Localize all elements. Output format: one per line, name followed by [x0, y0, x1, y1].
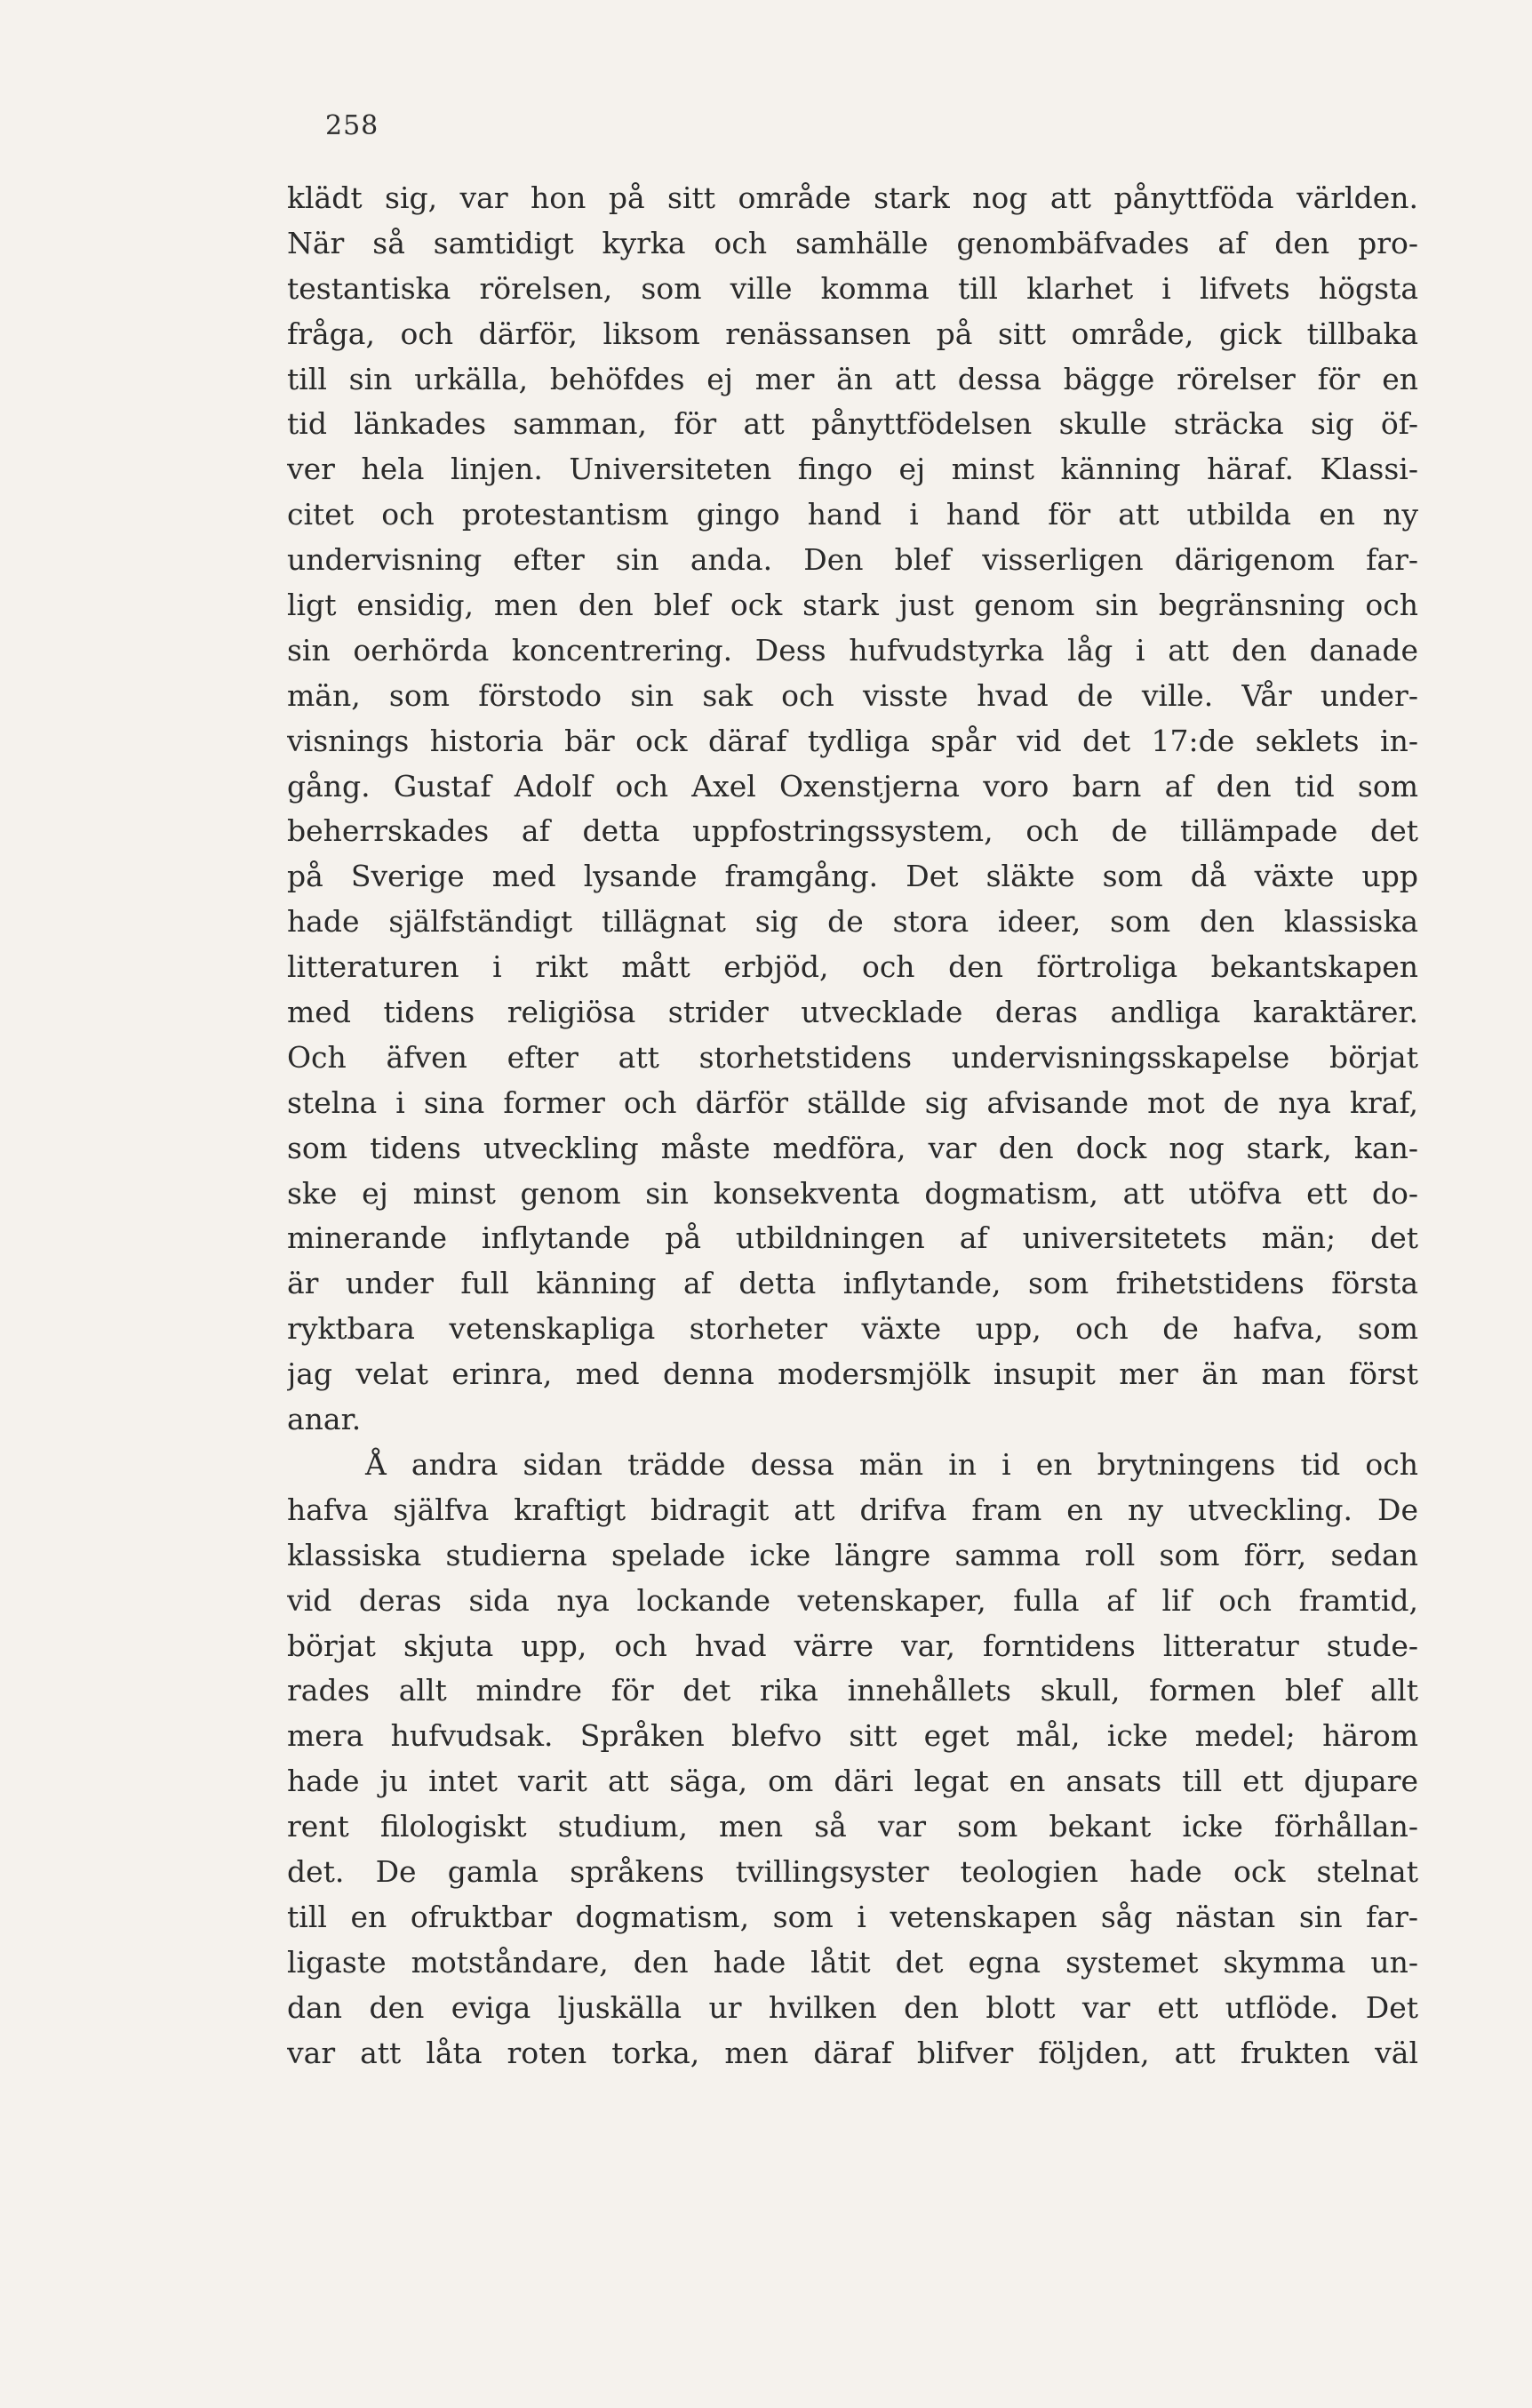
text-line: visnings historia bär ock däraf tydliga spår vid det 17:de seklets in- — [287, 723, 1418, 758]
page-number: 258 — [325, 110, 379, 141]
text-line: rades allt mindre för det rika innehållets skull, formen blef allt — [287, 1673, 1418, 1708]
text-line: litteraturen i rikt mått erbjöd, och den förtroliga bekantskapen — [287, 949, 1418, 985]
text-line: män, som förstodo sin sak och visste hvad de ville. Vår under- — [287, 677, 1418, 713]
text-line: klassiska studierna spelade icke längre samma roll som förr, sedan — [287, 1537, 1418, 1572]
text-line: jag velat erinra, med denna modersmjölk insupit mer än man först — [287, 1356, 1418, 1392]
text-line: Och äfven efter att storhetstidens undervisningsskapelse börjat — [287, 1039, 1418, 1075]
text-line: börjat skjuta upp, och hvad värre var, forntidens litteratur stude- — [287, 1628, 1418, 1663]
text-line: klädt sig, var hon på sitt område stark nog att pånyttföda världen. — [287, 180, 1418, 215]
text-line: som tidens utveckling måste medföra, var den dock nog stark, kan- — [287, 1130, 1418, 1165]
text-line: stelna i sina former och därför ställde sig afvisande mot de nya kraf, — [287, 1084, 1418, 1120]
text-line: dan den eviga ljuskälla ur hvilken den blott var ett utflöde. Det — [287, 1989, 1418, 2025]
text-line: minerande inflytande på utbildningen af universitetets män; det — [287, 1220, 1418, 1256]
text-line: till sin urkälla, behöfdes ej mer än att dessa bägge rörelser för en — [287, 361, 1418, 396]
text-line: anar. — [287, 1402, 362, 1437]
paragraph-start-line: Å andra sidan trädde dessa män in i en brytningens tid och — [365, 1446, 1418, 1482]
text-line: på Sverige med lysande framgång. Det släkte som då växte upp — [287, 859, 1418, 894]
text-line: mera hufvudsak. Språken blefvo sitt eget mål, icke medel; härom — [287, 1718, 1418, 1754]
text-line: det. De gamla språkens tvillingsyster teologien hade ock stelnat — [287, 1853, 1418, 1889]
text-line: vid deras sida nya lockande vetenskaper, fulla af lif och framtid, — [287, 1582, 1418, 1618]
text-line: sin oerhörda koncentrering. Dess hufvudstyrka låg i att den danade — [287, 632, 1418, 668]
text-line: ligaste motståndare, den hade låtit det egna systemet skymma un- — [287, 1944, 1418, 1980]
text-line: ske ej minst genom sin konsekventa dogmatism, att utöfva ett do- — [287, 1175, 1418, 1211]
text-line: fråga, och därför, liksom renässansen på sitt område, gick tillbaka — [287, 316, 1418, 351]
text-line: undervisning efter sin anda. Den blef visserligen därigenom far- — [287, 542, 1418, 578]
text-line: beherrskades af detta uppfostringssystem, och de tillämpade det — [287, 813, 1418, 849]
text-line: hafva själfva kraftigt bidragit att drifva fram en ny utveckling. De — [287, 1492, 1418, 1527]
text-line: hade ju intet varit att säga, om däri legat en ansats till ett djupare — [287, 1764, 1418, 1799]
text-line: När så samtidigt kyrka och samhälle genombäfvades af den pro- — [287, 225, 1418, 260]
text-line: hade själfständigt tillägnat sig de stora ideer, som den klassiska — [287, 904, 1418, 940]
text-line: citet och protestantism gingo hand i hand för att utbilda en ny — [287, 497, 1418, 532]
text-line: tid länkades samman, för att pånyttfödelsen skulle sträcka sig öf- — [287, 406, 1418, 442]
text-line: är under full känning af detta inflytande, som frihetstidens första — [287, 1266, 1418, 1301]
body-text — [287, 176, 1418, 2076]
text-line: till en ofruktbar dogmatism, som i vetenskapen såg nästan sin far- — [287, 1899, 1418, 1934]
text-line: ligt ensidig, men den blef ock stark just genom sin begränsning och — [287, 588, 1418, 623]
text-line: ver hela linjen. Universiteten fingo ej minst känning häraf. Klassi- — [287, 452, 1418, 487]
text-line: ryktbara vetenskapliga storheter växte upp, och de hafva, som — [287, 1311, 1418, 1347]
text-line: rent filologiskt studium, men så var som bekant icke förhållan- — [287, 1809, 1418, 1844]
text-line: med tidens religiösa strider utvecklade deras andliga karaktärer. — [287, 995, 1418, 1030]
text-line: testantiska rörelsen, som ville komma till klarhet i lifvets högsta — [287, 270, 1418, 306]
text-line: gång. Gustaf Adolf och Axel Oxenstjerna voro barn af den tid som — [287, 768, 1418, 804]
text-line: var att låta roten torka, men däraf blifver följden, att frukten väl — [287, 2035, 1418, 2070]
